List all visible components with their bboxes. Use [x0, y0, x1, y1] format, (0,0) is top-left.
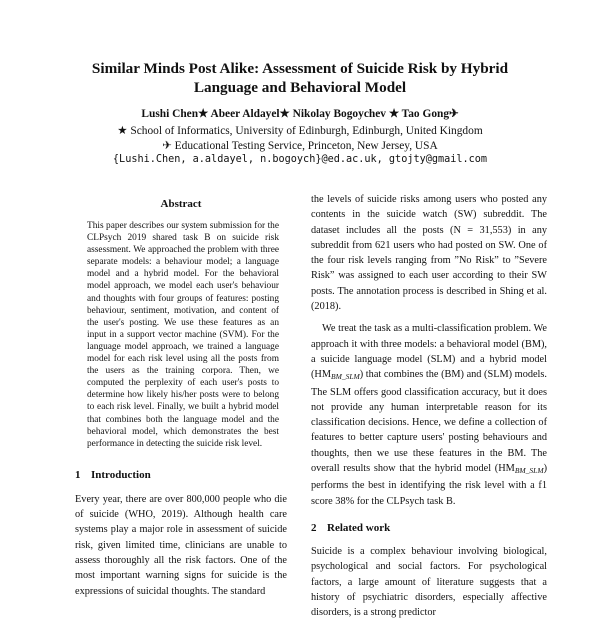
- author-emails: {Lushi.Chen, a.aldayel, n.bogoych}@ed.ac.uk, gtojty@gmail.com: [112, 154, 488, 165]
- introduction-text: Every year, there are over 800,000 people who die of suicide (WHO, 2019). Although health care systems play a major role in assessment of suicide risk, given limited time, clinicians are unable to assess thoroughly all the risk factors. One of the most important warning signs for suicide is the expressions of suicidal thoughts. The standard: [75, 493, 287, 597]
- hybrid-subscript-1: BM_SLM: [331, 372, 360, 382]
- section-title: Related work: [327, 521, 391, 534]
- section-number: 2: [311, 521, 317, 534]
- affiliation-edinburgh: ★ School of Informatics, University of Edinburgh, Edinburgh, United Kingdom: [117, 125, 483, 137]
- approach-paragraph: [311, 321, 547, 509]
- paper-title: Similar Minds Post Alike: Assessment of Suicide Risk by Hybrid Language and Behavioral Model: [91, 60, 509, 96]
- dataset-paragraph: the levels of suicide risks among users who posted any contents in the suicide watch (SW) subreddit. The dataset includes all the posts (N = 31,553) in any subreddit from 621 users who had posted on SW. One of the four risk levels ranging from ”No Risk” to ”Severe Risk” was assigned to each user according to their SW posts. The annotation process is described in Shing et al. (2018).: [311, 194, 547, 313]
- left-column: [75, 197, 287, 599]
- section-number: 1: [75, 468, 81, 481]
- approach-text-part-1: We treat the task as a multi-classification problem. We approach it with three models: a behavioral model (BM), a suicide language model (SLM) and a hybrid model (HM: [311, 323, 547, 381]
- approach-text-part-3: ) performs the best in identifying the risk level with a f1 score 38% for the CLPsych task B.: [311, 463, 547, 507]
- affiliation-ets: ✈ Educational Testing Service, Princeton, New Jersey, USA: [162, 140, 438, 152]
- abstract-text: This paper describes our system submission for the CLPsych 2019 shared task B on suicide risk assessment. We approached the problem with three separate models: a behaviour model; a language model and a hybrid model. For the behavioral model approach, we model each user's behaviour and thoughts with four groups of features: posting behaviour, sentiment, motivation, and content of the user's posting. We use these features as an input in a support vector machine (SVM). For the language model approach, we trained a language model for each risk level using all the posts from the users as the training corpora. Then, we computed the perplexity of each user's posts to determine how likely his/her posts were to belong to each risk level. Finally, we built a hybrid model that combines both the language model and the behavioral model, which demonstrates the best performance in detecting the suicide risk level.: [87, 221, 279, 449]
- related-work-heading: [311, 521, 547, 535]
- abstract-heading: Abstract: [160, 198, 202, 210]
- introduction-heading: [75, 468, 287, 482]
- right-column: [311, 192, 547, 620]
- related-work-text: Suicide is a complex behaviour involving biological, psychological and social factors. For psychological factors, a large amount of literature suggests that a history of psychiatric disorders, especially affective disorders, is a strong predictor: [311, 545, 547, 619]
- author-list: Lushi Chen★ Abeer Aldayel★ Nikolay Bogoychev ★ Tao Gong✈: [141, 108, 459, 120]
- approach-text-part-2: ) that combines the (BM) and (SLM) models. The SLM offers good classification accuracy, but it does not provide any human interpretable reason for its classification decisions. Hence, we define a collection of features to better capture users' posting behaviours and thoughts, then we use these features in the BM. The overall results show that the hybrid model (HM: [311, 369, 547, 475]
- hybrid-subscript-2: BM_SLM: [514, 466, 544, 476]
- section-title: Introduction: [91, 468, 151, 481]
